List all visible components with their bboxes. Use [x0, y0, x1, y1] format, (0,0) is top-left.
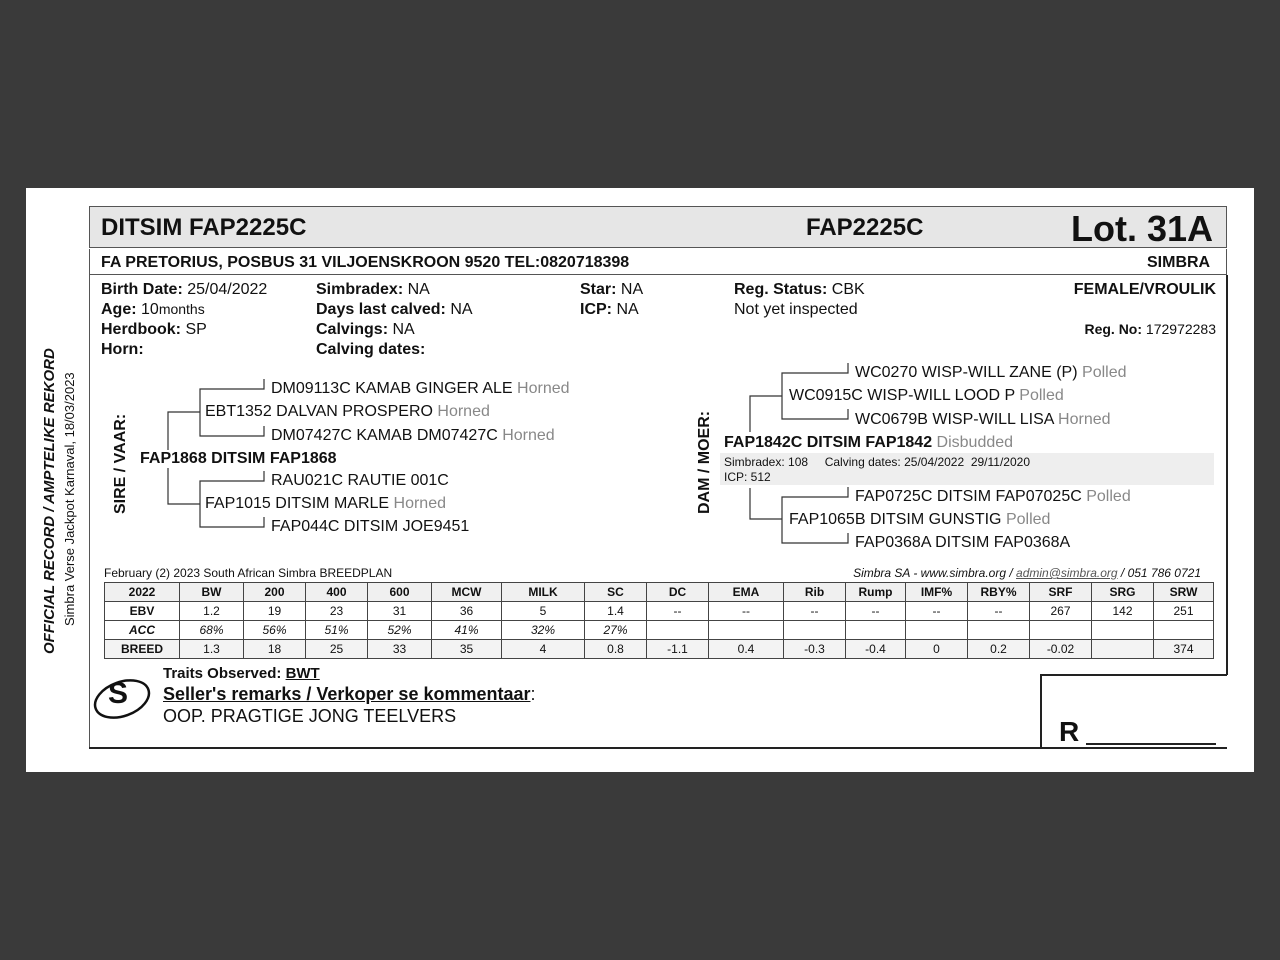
animal-name: DITSIM FAP2225C — [101, 214, 307, 241]
ebv-cell: BREED — [105, 640, 180, 659]
ebv-table — [104, 582, 1214, 659]
price-line[interactable] — [1086, 743, 1216, 745]
ebv-cell: 23 — [306, 602, 368, 621]
ebv-cell: 142 — [1092, 602, 1154, 621]
ebv-cell: 33 — [368, 640, 432, 659]
price-currency: R — [1059, 716, 1080, 747]
animal-id: FAP2225C — [806, 214, 924, 241]
reg-status-value: CBK — [831, 281, 865, 298]
ebv-cell: -- — [968, 602, 1030, 621]
ebv-cell: -0.3 — [784, 640, 846, 659]
reg-status-label: Reg. Status: — [734, 281, 828, 298]
days-last-calved-value: NA — [450, 301, 473, 318]
ebv-cell: -- — [784, 602, 846, 621]
ebv-cell: 41% — [432, 621, 502, 640]
ds-name: WC0915C WISP-WILL LOOD P — [789, 387, 1015, 404]
ebv-cell: 267 — [1030, 602, 1092, 621]
ebv-cell: SRF — [1030, 583, 1092, 602]
sale-name-label: Simbra Verse Jackpot Karnaval, 18/03/2023 — [62, 372, 77, 626]
age-label: Age: — [101, 301, 137, 318]
ebv-cell: -1.1 — [647, 640, 709, 659]
ebv-cell: -0.02 — [1030, 640, 1092, 659]
ebv-cell: 56% — [244, 621, 306, 640]
ebv-cell: ACC — [105, 621, 180, 640]
simbradex-label: Simbradex: — [316, 281, 404, 298]
ebv-cell: 18 — [244, 640, 306, 659]
star-label: Star: — [580, 281, 617, 298]
ssd-name: DM07427C KAMAB DM07427C — [271, 427, 498, 444]
dss-name: WC0270 WISP-WILL ZANE (P) — [855, 364, 1078, 381]
ebv-cell — [1030, 621, 1092, 640]
traits-value: BWT — [285, 665, 320, 682]
email-link[interactable]: admin@simbra.org — [1016, 566, 1118, 580]
ebv-cell: RBY% — [968, 583, 1030, 602]
ebv-source: February (2) 2023 South African Simbra BREEDPLAN — [104, 566, 393, 580]
breed-label: SIMBRA — [1147, 254, 1211, 271]
ebv-cell: EBV — [105, 602, 180, 621]
ebv-row-ebv — [105, 602, 1214, 621]
ebv-cell: MCW — [432, 583, 502, 602]
dd-horn: Polled — [1005, 511, 1051, 528]
ebv-cell: Rib — [784, 583, 846, 602]
ebv-cell: -- — [846, 602, 906, 621]
ebv-cell: -- — [906, 602, 968, 621]
reg-no-value: 172972283 — [1145, 321, 1216, 337]
sd-name: FAP1015 DITSIM MARLE — [205, 495, 390, 512]
sss-name: DM09113C KAMAB GINGER ALE — [271, 380, 513, 397]
ebv-cell — [846, 621, 906, 640]
traits-label: Traits Observed: — [163, 665, 282, 682]
simbradex-value: NA — [407, 281, 430, 298]
sd-horn: Horned — [393, 495, 446, 512]
age-unit: months — [158, 301, 205, 317]
dss-horn: Polled — [1082, 364, 1127, 381]
contact-suffix: / 051 786 0721 — [1117, 566, 1201, 580]
dam-details: Simbradex: 108 Calving dates: 25/04/2022 29/11/2020 — [724, 455, 1030, 469]
ebv-cell: DC — [647, 583, 709, 602]
inspection-status: Not yet inspected — [734, 301, 858, 318]
horn-label: Horn: — [101, 341, 144, 358]
ebv-cell: BW — [180, 583, 244, 602]
sire-name: FAP1868 DITSIM FAP1868 — [140, 450, 337, 467]
ebv-cell: 374 — [1154, 640, 1214, 659]
ebv-cell: 25 — [306, 640, 368, 659]
ebv-cell: 4 — [502, 640, 585, 659]
ebv-cell: SRG — [1092, 583, 1154, 602]
sex-label: FEMALE/VROULIK — [1073, 281, 1216, 298]
dsd-name: WC0679B WISP-WILL LISA — [855, 411, 1054, 428]
sss-horn: Horned — [517, 380, 570, 397]
ebv-header-row — [105, 583, 1214, 602]
official-record-label: OFFICIAL RECORD / AMPTELIKE REKORD — [41, 348, 58, 654]
sire-label: SIRE / VAAR: — [112, 413, 129, 514]
ebv-cell: 27% — [585, 621, 647, 640]
dam-label: DAM / MOER: — [696, 410, 713, 514]
ebv-cell — [1092, 621, 1154, 640]
ebv-cell: 0.8 — [585, 640, 647, 659]
birth-label: Birth Date: — [101, 281, 183, 298]
ebv-cell: 400 — [306, 583, 368, 602]
dds-horn: Polled — [1086, 488, 1131, 505]
ebv-cell: 68% — [180, 621, 244, 640]
ebv-cell: 31 — [368, 602, 432, 621]
ebv-cell: IMF% — [906, 583, 968, 602]
ebv-cell: 1.3 — [180, 640, 244, 659]
ebv-cell: 36 — [432, 602, 502, 621]
dd-name: FAP1065B DITSIM GUNSTIG — [789, 511, 1002, 528]
dsd-horn: Horned — [1058, 411, 1111, 428]
ebv-cell: SRW — [1154, 583, 1214, 602]
herdbook-label: Herdbook: — [101, 321, 181, 338]
herdbook-value: SP — [185, 321, 207, 338]
ss-name: EBT1352 DALVAN PROSPERO — [205, 403, 433, 420]
ebv-cell: EMA — [709, 583, 784, 602]
sdd-name: FAP044C DITSIM JOE9451 — [271, 518, 470, 535]
ebv-cell: 32% — [502, 621, 585, 640]
ebv-cell: 35 — [432, 640, 502, 659]
days-last-calved-label: Days last calved: — [316, 301, 446, 318]
dam-name: FAP1842C DITSIM FAP1842 — [724, 434, 933, 451]
icp-label: ICP: — [580, 301, 612, 318]
calving-dates-label: Calving dates: — [316, 341, 426, 358]
ebv-row-acc — [105, 621, 1214, 640]
ebv-cell: 52% — [368, 621, 432, 640]
ebv-cell — [1154, 621, 1214, 640]
contact-prefix: Simbra SA - www.simbra.org / — [853, 566, 1017, 580]
calvings-value: NA — [392, 321, 415, 338]
ebv-row-breed — [105, 640, 1214, 659]
ebv-cell — [1092, 640, 1154, 659]
logo-letter: S — [108, 677, 129, 710]
dds-name: FAP0725C DITSIM FAP07025C — [855, 488, 1082, 505]
star-value: NA — [620, 281, 644, 298]
ebv-cell: 2022 — [105, 583, 180, 602]
remarks-label: Seller's remarks / Verkoper se kommentaar — [163, 684, 531, 704]
ssd-horn: Horned — [502, 427, 555, 444]
sds-name: RAU021C RAUTIE 001C — [271, 472, 449, 489]
ebv-cell: 5 — [502, 602, 585, 621]
ebv-cell: -- — [709, 602, 784, 621]
ebv-cell — [906, 621, 968, 640]
ddd-name: FAP0368A DITSIM FAP0368A — [855, 534, 1071, 551]
ebv-cell: 1.2 — [180, 602, 244, 621]
ebv-contact — [853, 566, 1201, 580]
ebv-cell: 0.2 — [968, 640, 1030, 659]
lot-number: Lot. 31A — [1071, 208, 1214, 249]
ds-horn: Polled — [1019, 387, 1064, 404]
ebv-cell: 19 — [244, 602, 306, 621]
dam-icp: ICP: 512 — [724, 470, 771, 484]
age-value: 10 — [141, 301, 159, 318]
ebv-cell: 251 — [1154, 602, 1214, 621]
remarks-text: OOP. PRAGTIGE JONG TEELVERS — [163, 706, 457, 726]
birth-date: 25/04/2022 — [187, 281, 268, 298]
ebv-cell: 200 — [244, 583, 306, 602]
ebv-cell — [709, 621, 784, 640]
icp-value: NA — [616, 301, 639, 318]
ebv-cell: 0.4 — [709, 640, 784, 659]
simbra-logo — [90, 675, 156, 721]
owner-address: FA PRETORIUS, POSBUS 31 VILJOENSKROON 9520 TEL:0820718398 — [101, 254, 630, 271]
ebv-cell: MILK — [502, 583, 585, 602]
calvings-label: Calvings: — [316, 321, 389, 338]
reg-no-label: Reg. No: — [1084, 321, 1143, 337]
ebv-cell: SC — [585, 583, 647, 602]
ebv-cell: Rump — [846, 583, 906, 602]
ebv-cell: 1.4 — [585, 602, 647, 621]
dam-horn: Disbudded — [936, 434, 1014, 451]
ss-horn: Horned — [437, 403, 490, 420]
ebv-cell: -0.4 — [846, 640, 906, 659]
ebv-cell — [647, 621, 709, 640]
ebv-cell: 600 — [368, 583, 432, 602]
ebv-cell — [968, 621, 1030, 640]
ebv-cell: 51% — [306, 621, 368, 640]
ebv-cell: -- — [647, 602, 709, 621]
ebv-cell: 0 — [906, 640, 968, 659]
ebv-cell — [784, 621, 846, 640]
